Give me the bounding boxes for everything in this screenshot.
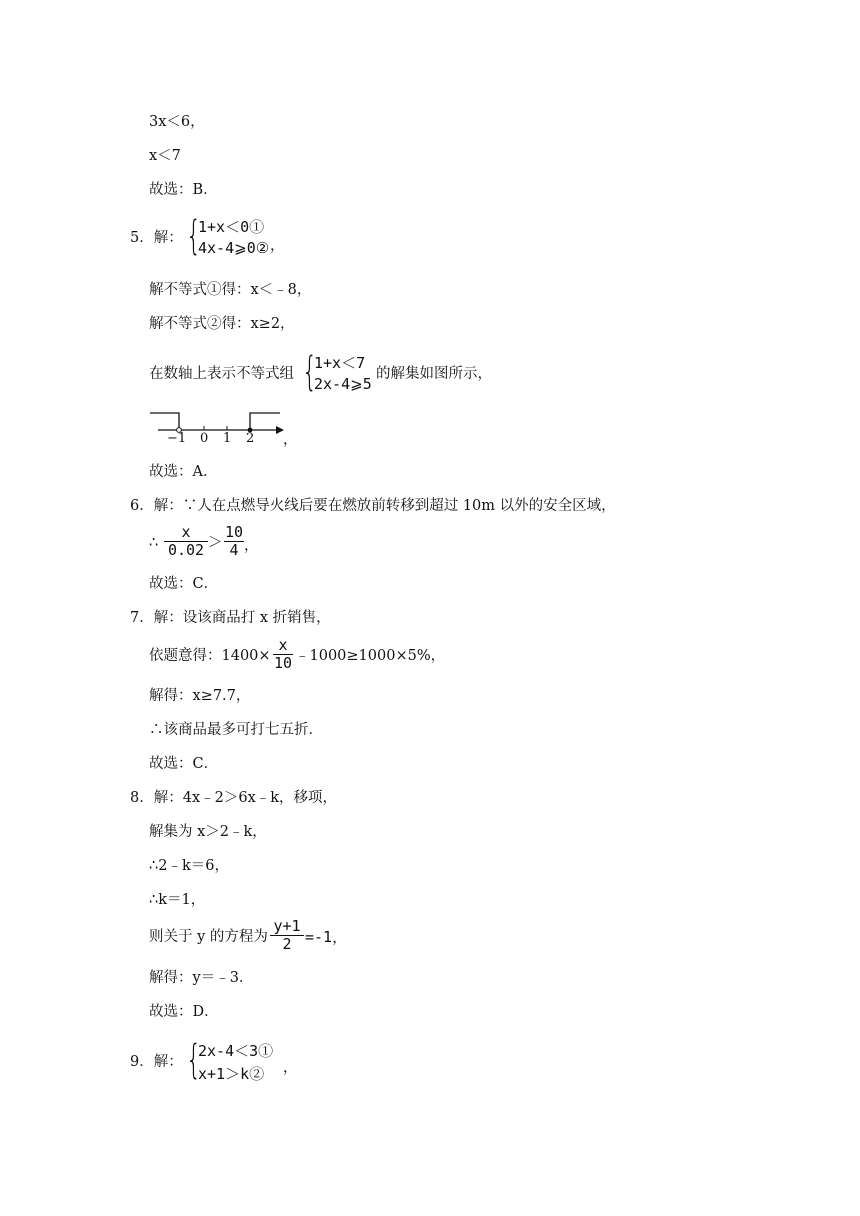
left-brace-icon: {: [302, 349, 318, 395]
q7-equation-end: ﹣1000≥1000×5%，: [295, 648, 446, 664]
q8-step-3: ∴k＝1，: [149, 892, 206, 908]
q5-numberline-intro-end: 的解集如图所示，: [376, 366, 492, 382]
q5-system-row-1: 1+x＜0①: [198, 218, 265, 236]
line-x-lt-7: x＜7: [149, 148, 181, 164]
axis-tick-label-1: 1: [223, 431, 232, 446]
q6-frac1-denominator: 0.02: [167, 541, 205, 559]
answer-d: 故选：D．: [149, 1004, 219, 1020]
q5-comma: ，: [270, 238, 285, 254]
number-line-comma: ，: [283, 432, 298, 448]
q8-step-2: ∴2﹣k＝6，: [149, 858, 229, 874]
q6-statement: 6．解：∵人在点燃导火线后要在燃放前转移到超过 10m 以外的安全区域，: [130, 498, 616, 514]
left-solution-ray: [150, 413, 179, 430]
q7-solution: 解得：x≥7.7，: [149, 688, 251, 704]
q6-therefore: ∴: [149, 535, 159, 551]
q8-frac-numerator: y+1: [273, 917, 301, 935]
q5-numberline-intro: 在数轴上表示不等式组: [149, 366, 294, 382]
q8-solution-set: 解集为 x＞2﹣k，: [149, 824, 267, 840]
q5-system-row-2: 4x-4⩾0②: [198, 239, 270, 257]
q6-fraction-2: [223, 524, 245, 559]
q5-label: 5．解：: [130, 230, 183, 246]
q6-greater-than: ＞: [208, 535, 223, 551]
q6-comma: ，: [244, 538, 259, 554]
q5-system-2: [302, 350, 382, 398]
q9-comma: ，: [283, 1060, 298, 1076]
answer-b: 故选：B．: [149, 182, 218, 198]
q6-frac2-denominator: 4: [229, 541, 239, 559]
answer-c-q6: 故选：C．: [149, 576, 219, 592]
q5-system2-row-1: 1+x＜7: [314, 354, 366, 372]
q6-fraction-1: [163, 524, 209, 559]
line-3x-lt-6: 3x＜6，: [149, 114, 205, 130]
q8-equation-end: =-1，: [305, 928, 348, 946]
right-solution-ray: [250, 413, 280, 430]
q8-equation-intro: 则关于 y 的方程为: [149, 929, 268, 945]
q9-system-row-1: 2x-4＜3①: [198, 1042, 274, 1060]
q6-frac2-numerator: 10: [224, 523, 244, 541]
q9-label: 9．解：: [130, 1054, 183, 1070]
q8-frac-denominator: 2: [282, 935, 292, 953]
q9-system-row-2: x+1＞k②: [198, 1065, 265, 1083]
answer-c-q7: 故选：C．: [149, 756, 219, 772]
q7-statement: 7．解：设该商品打 x 折销售，: [130, 610, 331, 626]
q7-conclusion: ∴该商品最多可打七五折．: [149, 722, 323, 738]
axis-tick-label-2: 2: [246, 431, 255, 446]
q7-equation-start: 依题意得：1400×: [149, 648, 271, 664]
q7-frac-denominator: 10: [273, 654, 293, 672]
q8-fraction: [269, 918, 305, 953]
q9-inequality-system: [186, 1038, 286, 1086]
q7-frac-numerator: x: [278, 636, 288, 654]
left-brace-icon: {: [186, 213, 202, 259]
axis-tick-label-0: 0: [200, 431, 209, 446]
q7-fraction: [272, 637, 294, 672]
q5-system2-row-2: 2x-4⩾5: [314, 375, 372, 393]
q8-solution: 解得：y＝﹣3．: [149, 970, 254, 986]
q5-solve-1: 解不等式①得：x＜﹣8，: [149, 282, 312, 298]
answer-a: 故选：A．: [149, 464, 218, 480]
axis-tick-label-neg1: −1: [167, 431, 187, 446]
q8-statement: 8．解：4x﹣2＞6x﹣k，移项，: [130, 790, 338, 806]
q6-frac1-numerator: x: [181, 523, 191, 541]
left-brace-icon: {: [186, 1037, 202, 1083]
q5-solve-2: 解不等式②得：x≥2，: [149, 316, 295, 332]
